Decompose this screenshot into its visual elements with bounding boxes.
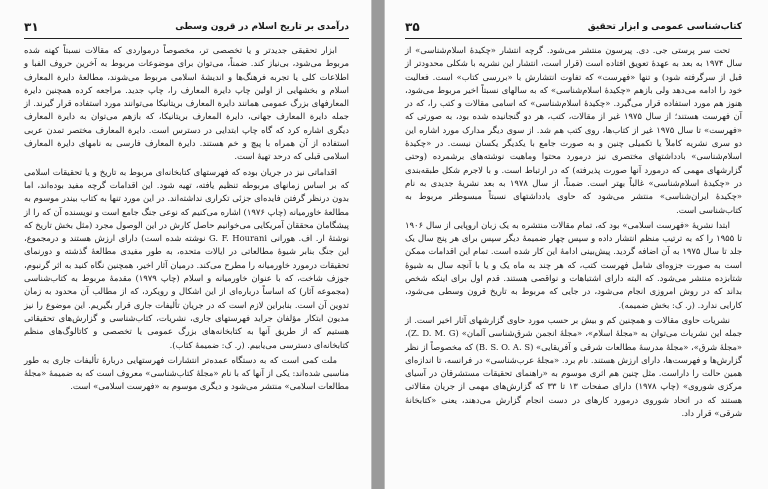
left-page bbox=[0, 0, 372, 489]
right-header-rule bbox=[405, 38, 742, 39]
left-page-header bbox=[24, 22, 349, 36]
left-page-body bbox=[24, 44, 349, 396]
left-paragraph-1: ابزار تحقیقی جدیدتر و یا تخصصی تر، مخصوصاً درمواردی که مقالات نسبتاً کهنه شده مربوط می‌شود، بی‌نیاز کند. ضمناً، می‌توان برای موضوعات مربوط به آخرین حروف الفبا و اطلاعات کلی یا تجربه فرهنگ‌ها و اندیشهٔ اسلامی مربوط می‌شوند، مطالعهٔ دایرة المعارف اسلام و بخشهایی از اولین چاپ دایرة المعارف را، چاپ جدید. مراجعه کرده همچنین دایرة المعارفهای بزرگ عمومی همانند دایرة المعارف بریتانیکا می‌توانند مورد استفاده قرار گیرند. از جمله دایرة المعارف جهانی، دایرة المعارف بریتانیکا، که بازهم می‌توان به دایرة المعارف دیگری اشاره کرد که گاه چاپ ابتدایی در دسترس است. دایرة المعارف مختصر تمدن عربی استفاده از آن همراه با پیچ و خم هستند. دایرة المعارف فارسی به نامهای دایرة المعارف اسلامی قبلی که درحد تهیهٔ است. bbox=[24, 45, 349, 162]
right-paragraph-2: ابتدا نشریهٔ «فهرست اسلامی» بود که، تمام مقالات منتشره به یک زبان اروپایی از سال ۱۹۰۶ تا ۱۹۵۵ را که به ترتیب منظم انتشار داده و سپس چهار ضمیمهٔ دیگر سپس برای هر پنج سال یک جلد تا سال ۱۹۷۵ به آن اضافه گردید. پیش‌بینی ادامهٔ این کار شده است. تمام این اقدامات ممکن است به صورت جزوه‌ای شامل فهرست کتب، که هر چند به ماه یک و یا با آنچه سال به شیوهٔ شتابزده منتشر می‌شود. که البته دارای اشتباهات و نواقصی هستند. قدم اول برای اینکه شخص بداند که در روش امروزی انجام می‌شود، در جایی که مربوط به تاریخ قرون وسطی می‌شود، کارایی ندارد. (ر. ک: بخش ضمیمه). bbox=[405, 219, 742, 310]
right-paragraph-3: نشریات حاوی مقالات و همچنین کم و بیش بر حسب مورد حاوی گزارشهای آثار اخیر است. از جمله این نشریات می‌توان به «مجلهٔ اسلام»، «مجلهٔ انجمن شرق‌شناسی آلمان» (Z. D. M. G)، «مجلهٔ شرق»، «مجلهٔ مدرسهٔ مطالعات شرقی و آفریقایی» (B. S. O. A. S) که مخصوصاً از نظر گزارش‌ها و فهرست‌ها، دارای ارزش هستند. نام برد. «مجلهٔ عرب‌شناسی» در فرانسه، تا اندازه‌ای همین حالت را داراست. مثل چنین هم اثری موسوم به «راهنمای تحقیقات مستشرقان در آسیای مرکزی شوروی» (چاپ ۱۹۷۸) دارای صفحات ۱۳ تا ۳۳ که گزارش‌های مهمی از جریان مقالاتی هستند که در اتحاد شوروی درمورد کارهای در دست انجام گزارش می‌دهند، یعنی «کتابخانهٔ شرقی» قرار داد. bbox=[405, 314, 742, 419]
book-gutter bbox=[372, 0, 384, 489]
right-paragraph-1: تحت سر پرستی جی. دی. پیرسون منتشر می‌شود. گرچه انتشار «چکیدهٔ اسلام‌شناسی» از سال ۱۹۷۴ به بعد به عهدهٔ تعویق افتاده است (قرار است، انتشار این نشریه با شکلی محدودتر از قبل از سرگرفته شود) و تنها «فهرست» که تفاوت انتشارش با «بررسی کتاب» است. فعالیت خود را ادامه می‌دهد ولی بازهم «چکیدهٔ اسلام‌شناسی» که به سالهای نسبتاً اخیر مربوط می‌شود، هنوز هم مورد استفاده قرار می‌گیرد. «چکیدهٔ اسلام‌شناسی» که اسامی مقالات و کتب را، که در آن فهرست هستند؛ از سال ۱۹۷۵ غیر از مقالات، کتب، هر دو گنجانیده شده بود، به صورتی که «فهرست» تا سال ۱۹۷۵ غیر از کتاب‌ها، روی کتب هم شد. از سوی دیگر مدارک مورد اشاره این دو سری نشریه کاملاً یا تکمیلی چنین و به صورت جامع با یکدیگر یکسان نیست. در «چکیدهٔ اسلام‌شناسی» بادداشتهای مختصری نیز درمورد محتوا وماهیت نوشته‌های برشمرده (وحتی گزارشهای مهمی که درمورد آنها صورت پذیرفته) که در ارتباط است. و با لاجرم شکل طبقه‌بندی در «چکیدهٔ اسلام‌شناسی» غالباً بهتر است. ضمناً، از سال ۱۹۷۸ به بعد نشریهٔ جدیدی به نام «چکیدهٔ ایران‌شناسی» منتشر می‌شود که حاوی یادداشتهای نسبتاً مبسوطتر مربوط به کتاب‌شناسی است. bbox=[405, 45, 742, 215]
left-paragraph-3: ملت کمی است که به دستگاه عمده‌تر انتشارات فهرستهایی دربارهٔ تألیفات جاری به طور مناسبی شده‌اند: یکی از آنها که با نام «مجلهٔ کتاب‌شناسی» معروف است که به ضمیمهٔ «مجلهٔ مطالعات اسلامی» منتشر می‌شود و دیگری موسوم به «فهرست اسلامی» است. bbox=[24, 354, 349, 392]
right-page-header bbox=[405, 22, 742, 36]
right-running-title: کتاب‌شناسی عمومی و ابزار تحقیق bbox=[587, 22, 742, 32]
left-running-title: درآمدی بر تاریخ اسلام در قرون وسطی bbox=[175, 22, 349, 32]
left-page-number: ۳۱ bbox=[24, 20, 39, 34]
right-page-body bbox=[405, 44, 742, 422]
left-paragraph-2: اقداماتی نیز در جریان بوده که فهرستهای کتابخانه‌ای مربوط به تاریخ و یا تحقیقات اسلامی که بر اساس زمانهای مربوطه تنظیم یافته، تهیه شود. این اقدامات گرچه مفید بوده‌اند، اما بدون درنظر گرفتن فایده‌ای جزئی تکراری نداشته‌اند. در این مورد تنها به کتاب بیندر موسوم به مطالعهٔ خاورمیانه (چاپ ۱۹۷۶) اشاره می‌کنیم که نوعی جنگ جامع است و نویسنده آن که را از پیشگامان محققان آمریکایی می‌خوانیم حاصل کارش در این الوصول مجرد (مثل بخش تاریخ که نوشتهٔ ار. اف. هورانی G. F. Hourani نوشته شده است) دارای ارزش هستند و درمجموع، این جنگ بنابر شیوهٔ مطالعاتی در ایالات متحده، به طور مفیدی مطالعهٔ گذشته و دورنمای تحقیقات درمورد خاورمیانه را مطرح می‌کند. درمیان آثار اخیر، همچنین نگاه کنید به اثر گرنبوم، جوزف شاخت، که با عنوان خاورمیانه و اسلام (چاپ ۱۹۷۹) مقدمهٔ مربوط به کتاب‌شناسی (مجموعه آثار) که اساساً درباره‌ای از این اشکال و رویکرد، که از مطالب آن محدود به زمان تدوین آن است. بنابراین لازم است که در جریان تألیفات جاری قرار بگیریم. این موضوع را نیز مدیون ابتکار مؤلفان جراید فهرستهای جاری، نشریات، کتاب‌شناسی و گزارش‌های تحقیقاتی هستیم که از طریق آنها به کتابخانه‌های بزرگ عمومی یا تخصصی و کاتالوگ‌های منظم کتابخانه‌ای دسترسی می‌یابیم. (ر. ک: ضمیمهٔ کتاب). bbox=[24, 166, 349, 350]
left-header-rule bbox=[24, 38, 349, 39]
right-page-number: ۳۵ bbox=[405, 20, 420, 34]
right-page bbox=[384, 0, 768, 489]
